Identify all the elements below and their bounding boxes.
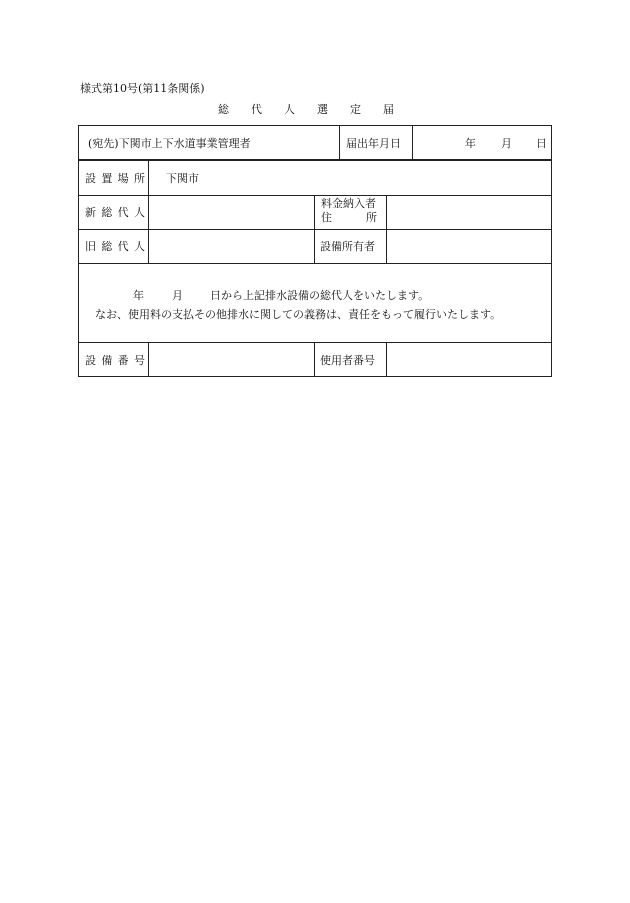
- location-label: [85, 160, 145, 195]
- label-char: 置: [101, 171, 113, 185]
- title-char: 届: [383, 103, 394, 116]
- old-representative-label: [85, 229, 145, 263]
- payer-label-line1: 料金納入者: [321, 197, 376, 210]
- label-char: 人: [133, 240, 145, 253]
- label-char: 設: [85, 171, 96, 185]
- label-char: 総: [101, 240, 113, 253]
- payer-address-label: [321, 197, 381, 225]
- date-year-label: 年: [465, 136, 476, 150]
- form-number: 様式第10号(第11条関係): [80, 82, 205, 95]
- equipment-number-label: [85, 342, 145, 377]
- label-char: 場: [117, 171, 129, 185]
- form-title: [218, 101, 394, 117]
- label-char: 住: [321, 211, 332, 224]
- declaration-line1: [133, 287, 429, 303]
- declaration-line2: なお、使用料の支払その他排水に関しての義務は、責任をもって履行いたします。: [95, 308, 502, 321]
- new-representative-label: [85, 195, 145, 229]
- old-representative-field[interactable]: [149, 230, 313, 262]
- title-char: 総: [218, 103, 229, 116]
- label-char: 総: [101, 206, 113, 219]
- addressee: (宛先)下関市上下水道事業管理者: [88, 136, 251, 150]
- label-char: 代: [117, 206, 129, 219]
- title-char: 代: [251, 103, 262, 116]
- declaration: [78, 263, 552, 342]
- equipment-number-field[interactable]: [149, 343, 313, 376]
- label-char: 所: [366, 211, 377, 224]
- user-number-field[interactable]: [387, 343, 551, 376]
- payer-label-line2: [321, 211, 377, 225]
- label-char: 号: [133, 353, 145, 367]
- label-char: 旧: [85, 240, 96, 253]
- user-number-label: 使用者番号: [320, 353, 375, 367]
- label-char: 新: [85, 206, 96, 219]
- submit-date-label: 届出年月日: [346, 136, 401, 150]
- label-char: 所: [133, 171, 145, 185]
- date-day-label: 日: [536, 136, 547, 150]
- label-char: 番: [117, 353, 129, 367]
- equipment-owner-label: 設備所有者: [320, 240, 375, 253]
- label-char: 設: [85, 353, 96, 367]
- location-value: 下関市: [166, 171, 199, 185]
- label-char: 備: [101, 353, 113, 367]
- decl-year: 年: [133, 289, 144, 302]
- decl-month: 月: [172, 289, 183, 302]
- date-month-label: 月: [501, 136, 512, 150]
- label-char: 人: [133, 206, 145, 219]
- new-representative-field[interactable]: [149, 196, 313, 228]
- title-char: 定: [350, 103, 361, 116]
- title-char: 人: [284, 103, 295, 116]
- equipment-owner-field[interactable]: [387, 230, 551, 262]
- title-char: 選: [317, 103, 328, 116]
- label-char: 代: [117, 240, 129, 253]
- payer-address-field[interactable]: [387, 196, 551, 228]
- decl-day-text: 日から上記排水設備の総代人をいたします。: [210, 289, 430, 302]
